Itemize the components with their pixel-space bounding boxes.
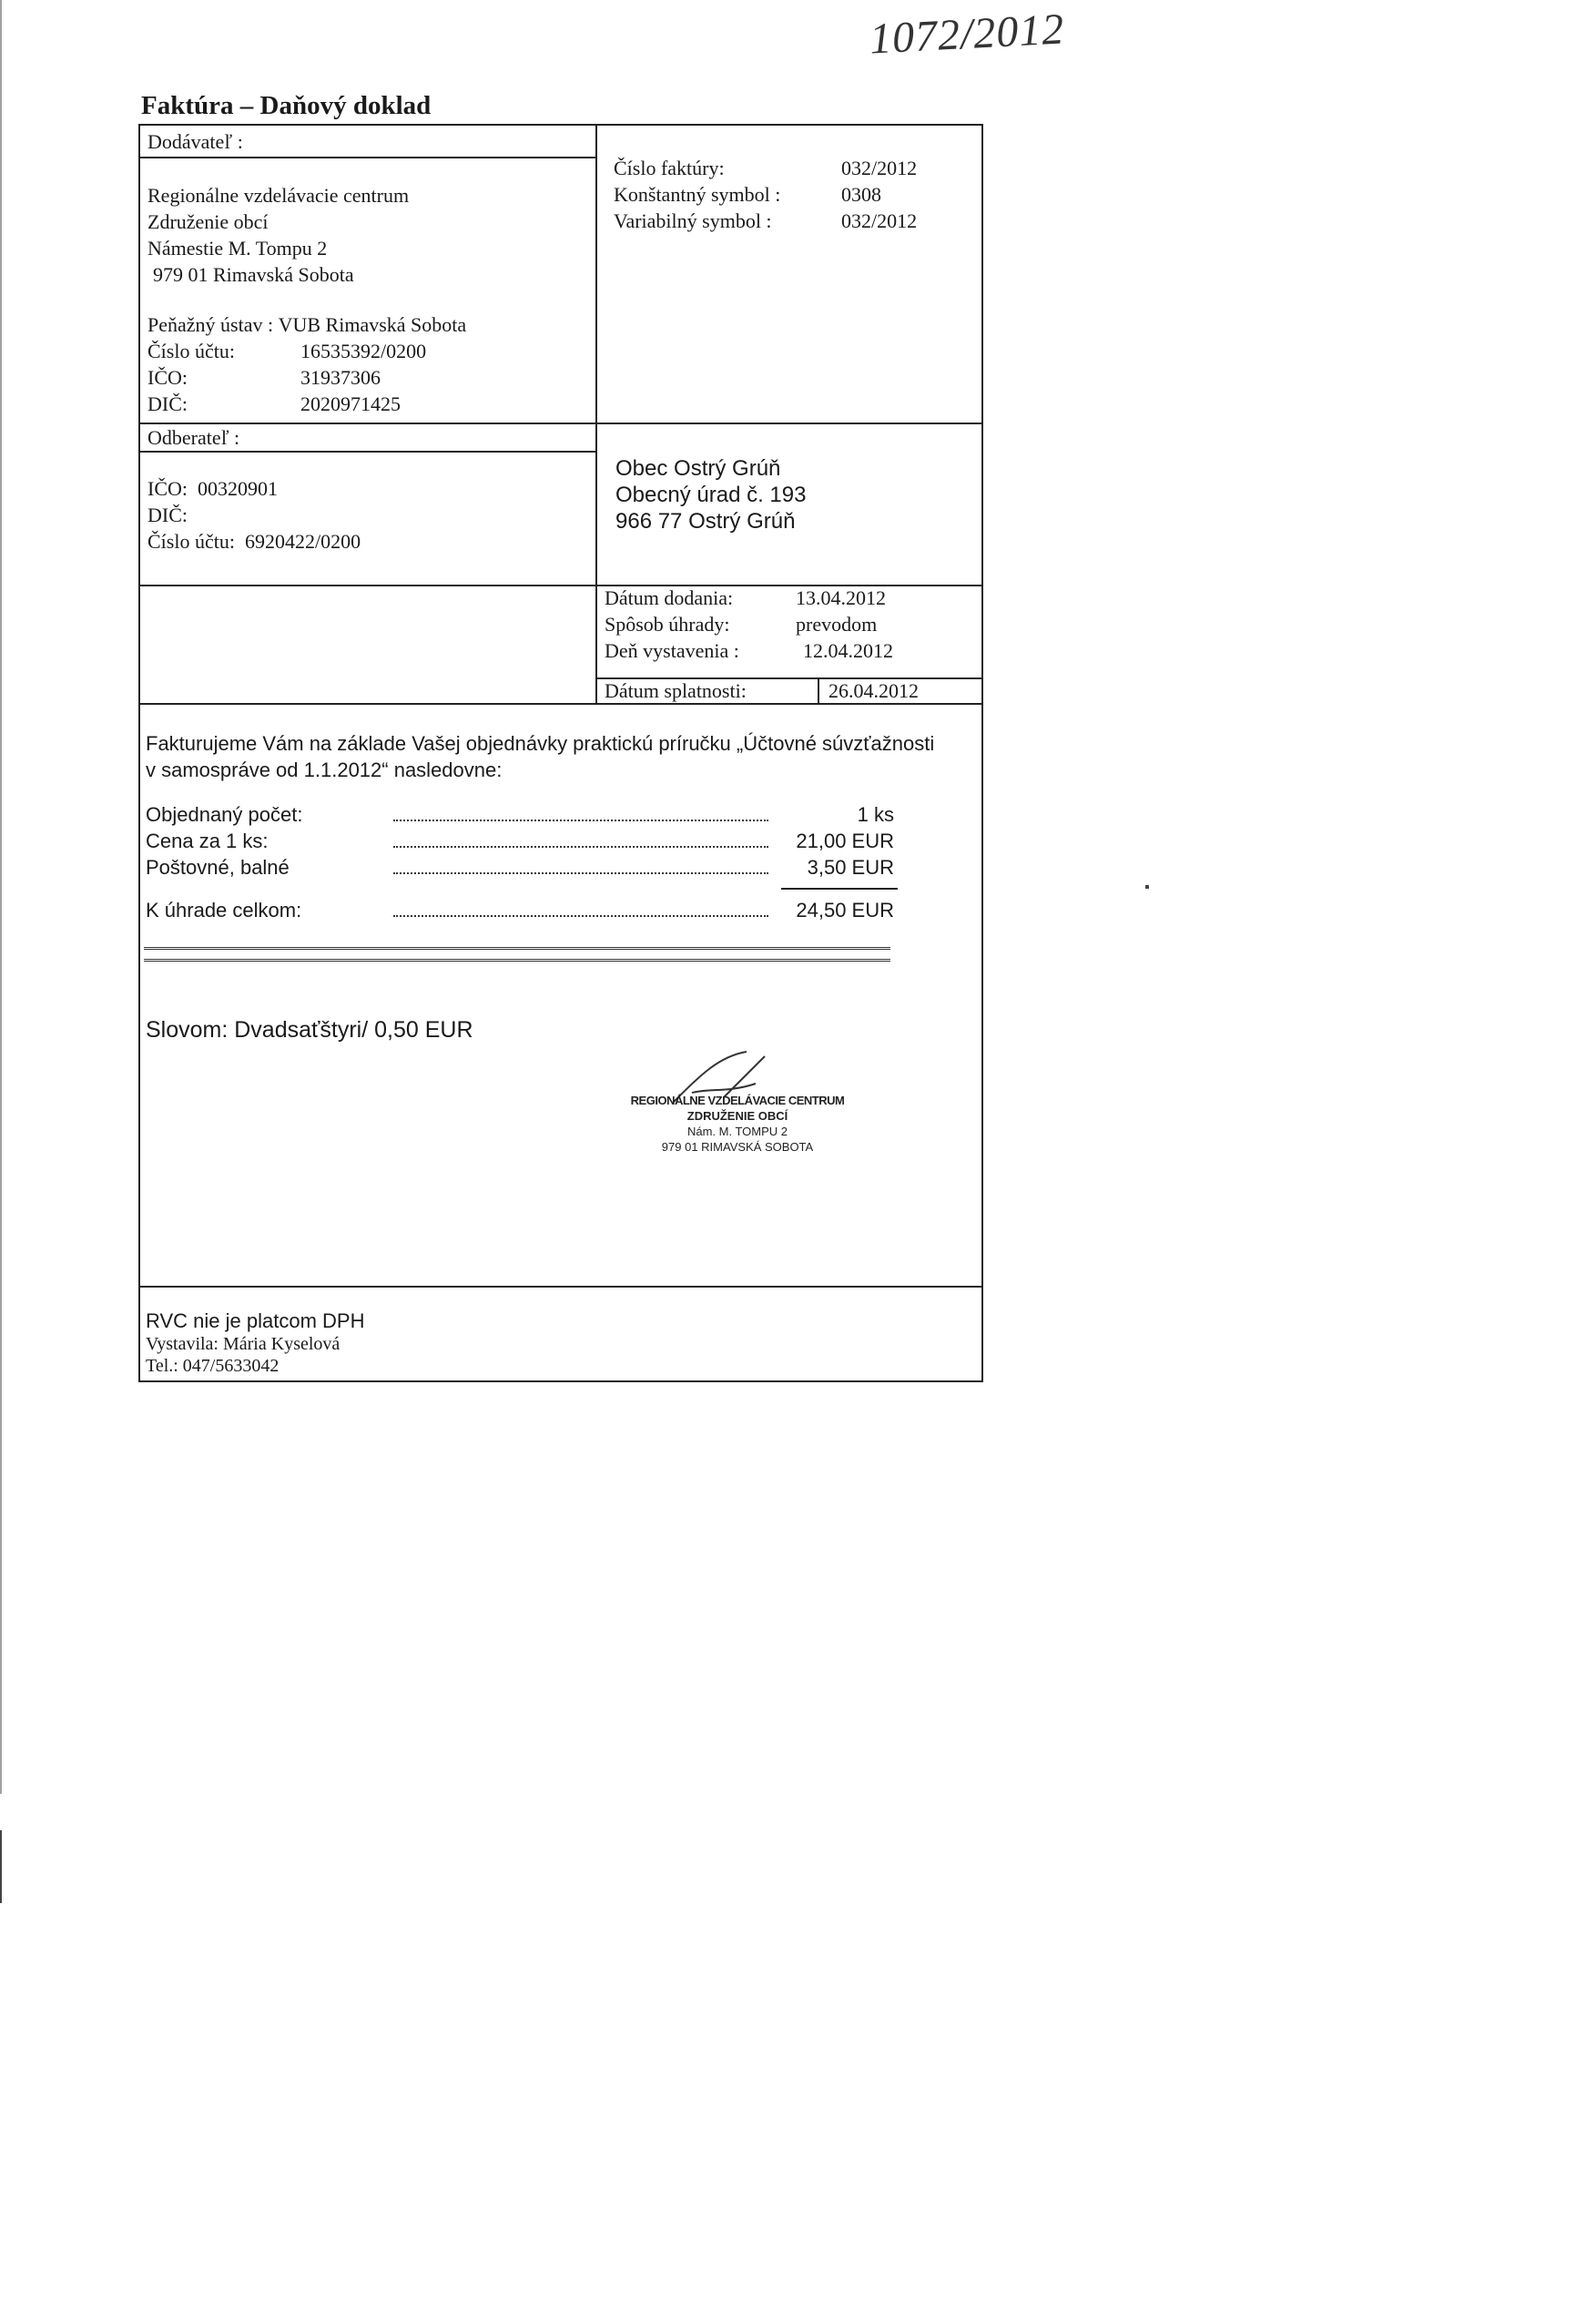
sum-line	[781, 888, 898, 890]
item-value: 1 ks	[857, 803, 894, 826]
bank-value: VUB Rimavská Sobota	[278, 313, 467, 336]
supplier-account-label: Číslo účtu:	[147, 340, 235, 362]
customer-ico-value: 00320901	[198, 477, 278, 500]
item-row-unit-price	[146, 828, 894, 854]
item-list	[146, 801, 894, 923]
invoice-dates	[605, 585, 893, 664]
supplier-city: 979 01 Rimavská Sobota	[153, 263, 354, 286]
customer-name: Obec Ostrý Grúň	[615, 456, 781, 481]
supplier-section-divider	[140, 423, 983, 424]
vat-note: RVC nie je platcom DPH	[146, 1309, 365, 1332]
customer-label: Odberateľ :	[147, 426, 240, 449]
constant-symbol-label: Konštantný symbol :	[614, 183, 781, 206]
due-date-value: 26.04.2012	[828, 679, 919, 702]
scan-speck	[1145, 885, 1149, 889]
leader-dots	[393, 828, 768, 848]
due-date-label: Dátum splatnosti:	[605, 679, 747, 702]
supplier-ico-value: 31937306	[300, 366, 381, 389]
amount-in-words: Slovom: Dvadsaťštyri/ 0,50 EUR	[146, 1017, 473, 1043]
issue-date-label: Deň vystavenia :	[605, 639, 739, 662]
leader-dots	[393, 801, 768, 821]
payment-method-value: prevodom	[796, 613, 878, 636]
customer-ico-label: IČO:	[147, 477, 188, 500]
customer-account-value: 6920422/0200	[244, 530, 361, 553]
document-title: Faktúra – Daňový doklad	[141, 91, 432, 120]
variable-symbol-label: Variabilný symbol :	[614, 209, 772, 232]
issued-by: Vystavila: Mária Kyselová	[146, 1334, 341, 1354]
file-number: 1072/2012	[868, 5, 1066, 64]
stamp-line-2: ZDRUŽENIE OBCÍ	[686, 1109, 788, 1123]
item-label: Objednaný počet:	[146, 803, 303, 826]
item-value: 3,50 EUR	[807, 856, 894, 879]
footer-divider	[140, 1286, 983, 1288]
customer-ids	[147, 475, 361, 555]
leader-dots	[393, 897, 768, 917]
supplier-account-value: 16535392/0200	[300, 340, 427, 362]
invoice-symbols	[614, 155, 917, 234]
invoice-frame	[138, 124, 983, 1382]
supplier-label-underline	[140, 157, 595, 158]
customer-address	[615, 455, 806, 535]
total-label: K úhrade celkom:	[146, 899, 302, 922]
supplier-street: Námestie M. Tompu 2	[147, 237, 328, 260]
constant-symbol-value: 0308	[841, 183, 881, 206]
payment-method-label: Spôsob úhrady:	[605, 613, 730, 636]
scan-edge-mark	[0, 0, 2, 1794]
item-row-postage	[146, 854, 894, 881]
stamp-line-3: Nám. M. TOMPU 2	[686, 1125, 788, 1138]
item-label: Cena za 1 ks:	[146, 830, 269, 852]
column-divider	[595, 126, 597, 703]
bank-label: Peňažný ústav :	[147, 313, 274, 336]
delivery-date-value: 13.04.2012	[796, 586, 886, 609]
supplier-address	[147, 182, 409, 288]
intro-line-2: v samospráve od 1.1.2012“ nasledovne:	[146, 759, 503, 781]
delivery-date-label: Dátum dodania:	[605, 586, 734, 609]
stamp-line-1: REGIONÁLNE VZDELÁVACIE CENTRUM	[630, 1094, 845, 1107]
issue-date-value: 12.04.2012	[803, 639, 893, 662]
intro-line-1: Fakturujeme Vám na základe Vašej objednávky praktickú príručku „Účtovné súvzťažnosti	[146, 732, 935, 755]
invoice-intro	[146, 730, 983, 783]
supplier-label: Dodávateľ :	[147, 130, 243, 153]
customer-label-underline	[140, 451, 595, 453]
supplier-dic-label: DIČ:	[147, 392, 188, 415]
stamp-line-4: 979 01 RIMAVSKÁ SOBOTA	[661, 1140, 814, 1154]
double-rule-separator	[144, 947, 890, 962]
leader-dots	[393, 854, 768, 874]
variable-symbol-value: 032/2012	[841, 209, 918, 232]
customer-city: 966 77 Ostrý Grúň	[615, 509, 796, 534]
customer-account-label: Číslo účtu:	[147, 530, 235, 553]
supplier-association: Združenie obcí	[147, 210, 269, 233]
customer-office: Obecný úrad č. 193	[615, 483, 807, 507]
total-row	[146, 897, 894, 923]
supplier-dic-value: 2020971425	[300, 392, 401, 415]
due-date-divider	[818, 677, 819, 703]
item-value: 21,00 EUR	[796, 830, 894, 852]
invoice-number-label: Číslo faktúry:	[614, 157, 725, 179]
scan-edge-mark	[0, 1830, 2, 1903]
total-value: 24,50 EUR	[796, 899, 894, 922]
organization-stamp	[601, 1093, 874, 1155]
item-label: Poštovné, balné	[146, 856, 290, 879]
invoice-number-value: 032/2012	[841, 157, 918, 179]
customer-dic-label: DIČ:	[147, 504, 188, 526]
supplier-bank-details	[147, 311, 466, 417]
supplier-name: Regionálne vzdelávacie centrum	[147, 184, 410, 207]
phone: Tel.: 047/5633042	[146, 1356, 280, 1376]
supplier-ico-label: IČO:	[147, 366, 188, 389]
item-row-quantity	[146, 801, 894, 828]
